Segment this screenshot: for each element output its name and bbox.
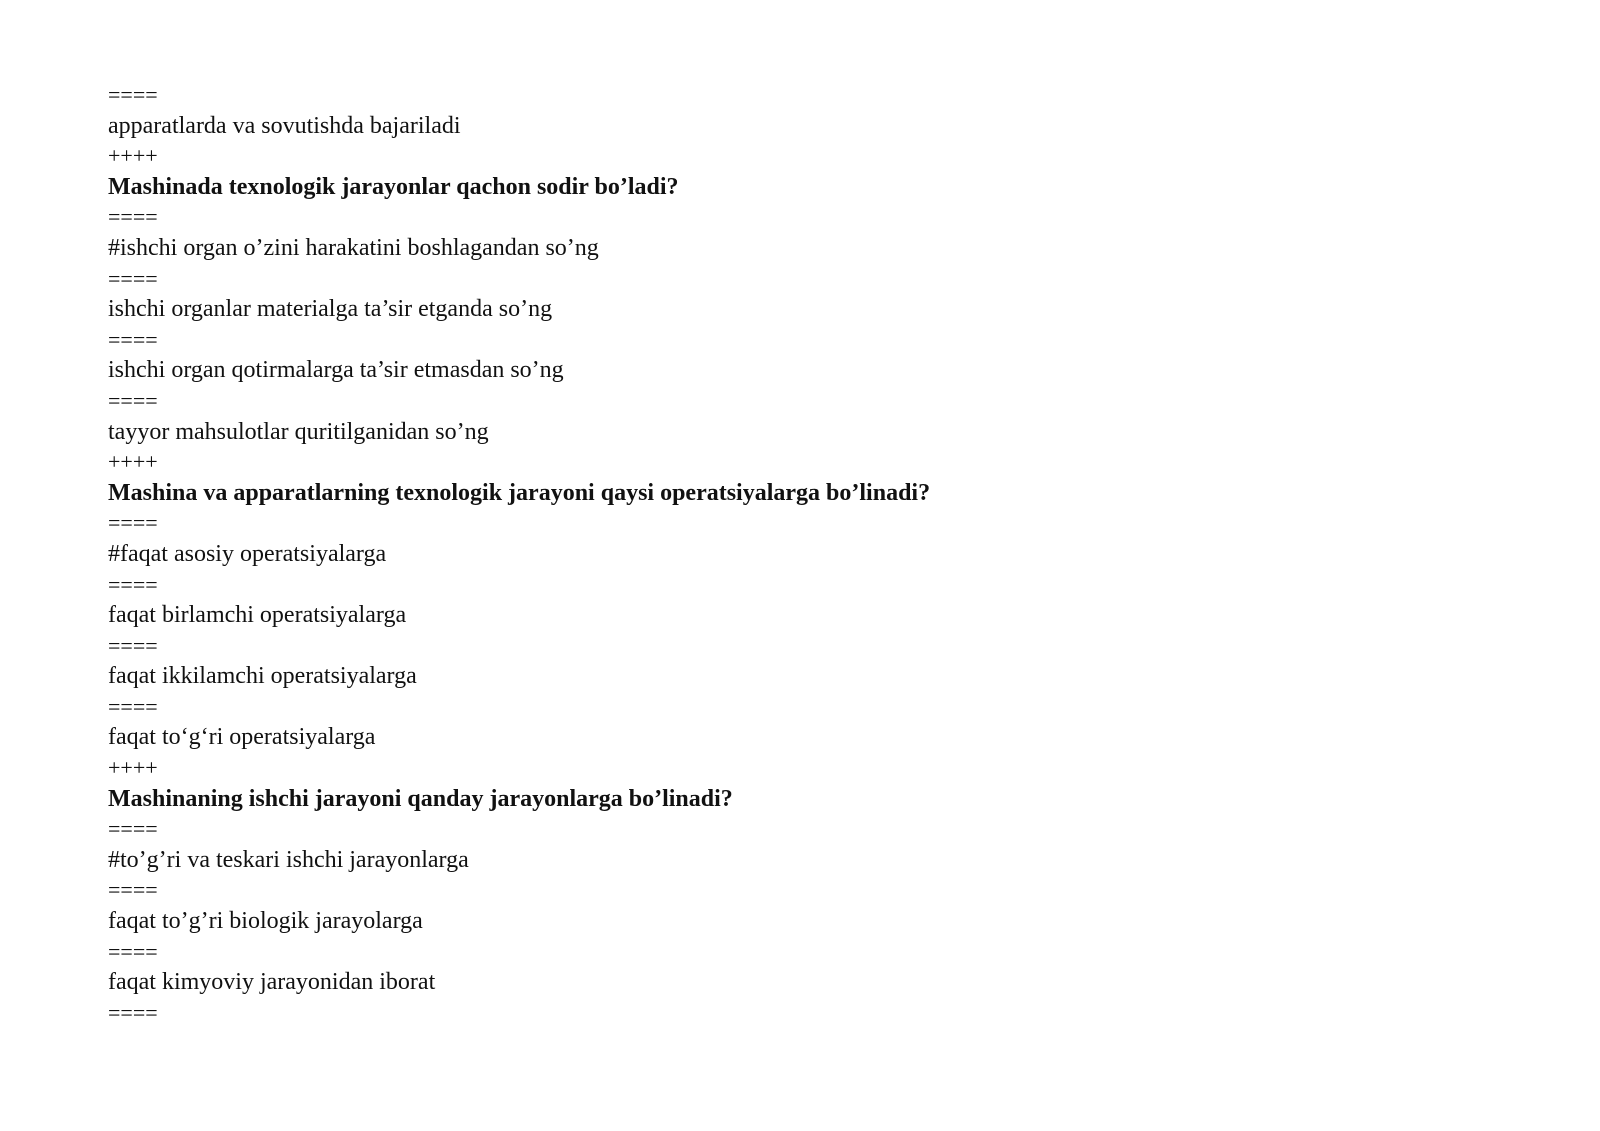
separator-line: ==== [108,816,158,842]
question-text: Mashinada texnologik jarayonlar qachon sodir bo’ladi? [108,173,679,200]
answer-option: faqat to‘g‘ri operatsiyalarga [108,724,376,751]
separator-line: ==== [108,877,158,903]
question-separator-line: ++++ [108,449,158,475]
answer-option: ishchi organ qotirmalarga ta’sir etmasdan so’ng [108,357,564,384]
separator-line: ==== [108,571,158,597]
answer-option: faqat ikkilamchi operatsiyalarga [108,663,417,690]
answer-option: faqat kimyoviy jarayonidan iborat [108,969,436,996]
separator-line: ==== [108,999,158,1025]
answer-option: tayyor mahsulotlar quritilganidan so’ng [108,418,489,445]
question-text: Mashina va apparatlarning texnologik jarayoni qaysi operatsiyalarga bo’linadi? [108,479,931,506]
separator-line: ==== [108,387,158,413]
separator-line: ==== [108,693,158,719]
question-text: Mashinaning ishchi jarayoni qanday jarayonlarga bo’linadi? [108,785,733,812]
answer-option: apparatlarda va sovutishda bajariladi [108,112,461,139]
correct-answer-option: #to’g’ri va teskari ishchi jarayonlarga [108,846,469,873]
correct-answer-option: #ishchi organ o’zini harakatini boshlagandan so’ng [108,234,599,261]
separator-line: ==== [108,204,158,230]
document-page [108,80,1508,1028]
question-separator-line: ++++ [108,143,158,169]
answer-option: ishchi organlar materialga ta’sir etganda so’ng [108,296,553,323]
answer-option: faqat birlamchi operatsiyalarga [108,602,407,629]
separator-line: ==== [108,938,158,964]
separator-line: ==== [108,632,158,658]
separator-line: ==== [108,82,158,107]
separator-line: ==== [108,265,158,291]
correct-answer-option: #faqat asosiy operatsiyalarga [108,540,387,567]
question-separator-line: ++++ [108,755,158,781]
separator-line: ==== [108,326,158,352]
answer-option: faqat to’g’ri biologik jarayolarga [108,908,423,935]
separator-line: ==== [108,510,158,536]
